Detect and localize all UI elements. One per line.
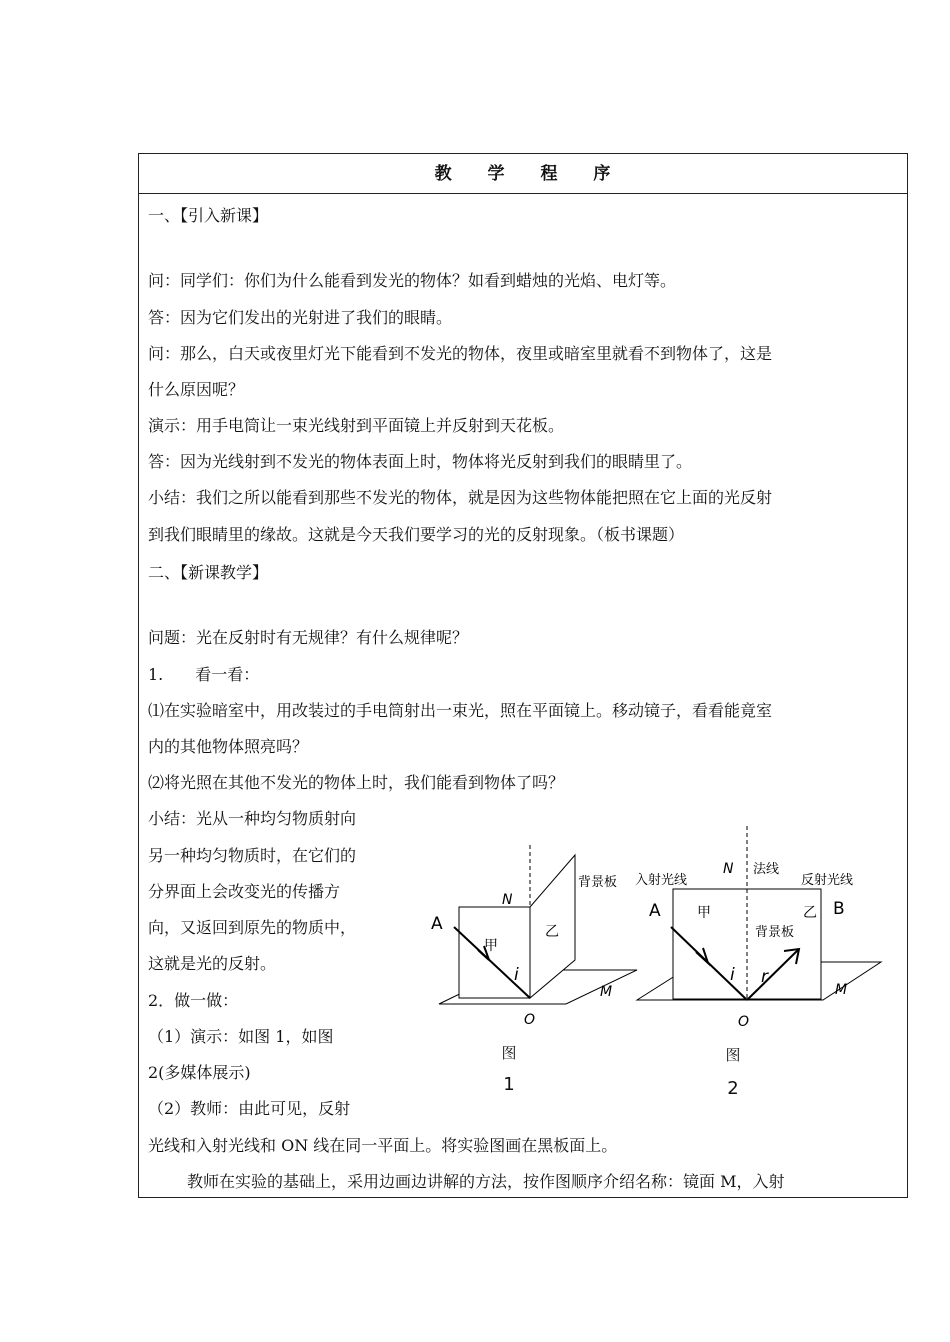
question-2-line-1: 问：那么，白天或夜里灯光下能看到不发光的物体，夜里或暗室里就看不到物体了，这是	[148, 344, 773, 363]
figure-1-diagram	[414, 826, 644, 1036]
label-incident: 入射光线	[635, 873, 688, 888]
summary-1-line-2: 到我们眼睛里的缘故。这就是今天我们要学习的光的反射现象。（板书课题）	[148, 525, 685, 544]
summary-2-line: 这就是光的反射。	[148, 954, 277, 973]
figure-1-number: 1	[503, 1074, 515, 1095]
step-2-title: 2．做一做：	[148, 991, 239, 1010]
label-r: r	[761, 967, 768, 987]
header-char: 序	[593, 164, 612, 184]
teacher-line-2: 光线和入射光线和 ON 线在同一平面上。将实验图画在黑板面上。	[148, 1136, 618, 1155]
lesson-table	[138, 153, 908, 1198]
label-b: B	[833, 899, 845, 919]
label-jia: 甲	[484, 938, 498, 954]
question-2-line-2: 什么原因呢？	[148, 380, 245, 399]
table-header	[139, 154, 907, 194]
header-char: 学	[487, 164, 506, 184]
label-o: O	[524, 1012, 536, 1028]
label-m: M	[835, 982, 848, 998]
section-2-title: 二、【新课教学】	[148, 563, 269, 582]
label-a: A	[431, 914, 443, 934]
problem-text: 问题：光在反射时有无规律？有什么规律呢？	[148, 628, 469, 647]
label-normal: 法线	[753, 862, 780, 877]
figure-2-number: 2	[727, 1078, 739, 1099]
answer-2: 答：因为光线射到不发光的物体表面上时，物体将光反射到我们的眼睛里了。	[148, 452, 693, 471]
label-board: 背景板	[578, 875, 618, 890]
label-i: i	[730, 965, 735, 985]
label-a: A	[649, 901, 661, 921]
answer-1: 答：因为它们发出的光射进了我们的眼睛。	[148, 308, 453, 327]
demo-2-line-1: （1）演示：如图 1，如图	[148, 1027, 334, 1046]
label-yi: 乙	[545, 924, 559, 940]
label-yi: 乙	[803, 905, 817, 921]
summary-1-line-1: 小结：我们之所以能看到那些不发光的物体，就是因为这些物体能把照在它上面的光反射	[148, 488, 773, 507]
step-1-title: 1. 看一看：	[148, 665, 260, 684]
summary-2-line: 另一种均匀物质时，在它们的	[148, 846, 357, 865]
label-reflected: 反射光线	[801, 873, 854, 888]
label-o: O	[738, 1014, 750, 1030]
label-jia: 甲	[697, 905, 711, 921]
last-paragraph-line: 教师在实验的基础上，采用边画边讲解的方法，按作图顺序介绍名称：镜面 M，入射	[187, 1172, 785, 1191]
label-i: i	[514, 965, 519, 985]
question-1: 问：同学们：你们为什么能看到发光的物体？如看到蜡烛的光焰、电灯等。	[148, 271, 677, 290]
figure-1-caption: 图	[501, 1044, 517, 1062]
label-n: N	[502, 892, 513, 908]
figure-2-diagram	[631, 826, 891, 1036]
header-char: 程	[540, 164, 559, 184]
label-m: M	[600, 984, 613, 1000]
step-1-item-1-line-1: ⑴在实验暗室中，用改装过的手电筒射出一束光，照在平面镜上。移动镜子，看看能竟室	[148, 701, 773, 720]
summary-2-line: 向，又返回到原先的物质中，	[148, 918, 357, 937]
label-board: 背景板	[755, 925, 795, 940]
summary-2-line: 分界面上会改变光的传播方	[148, 882, 341, 901]
step-1-item-2: ⑵将光照在其他不发光的物体上时，我们能看到物体了吗？	[148, 773, 565, 792]
summary-2-line: 小结：光从一种均匀物质射向	[148, 809, 357, 828]
figure-2-caption: 图	[725, 1046, 741, 1064]
demo-text: 演示：用手电筒让一束光线射到平面镜上并反射到天花板。	[148, 416, 565, 435]
teacher-line-1: （2）教师：由此可见，反射	[148, 1099, 351, 1118]
label-n: N	[723, 861, 734, 877]
step-1-item-1-line-2: 内的其他物体照亮吗？	[148, 737, 309, 756]
demo-2-line-2: 2(多媒体展示)	[148, 1063, 251, 1082]
header-char: 教	[434, 164, 453, 184]
section-1-title: 一、【引入新课】	[148, 206, 269, 225]
